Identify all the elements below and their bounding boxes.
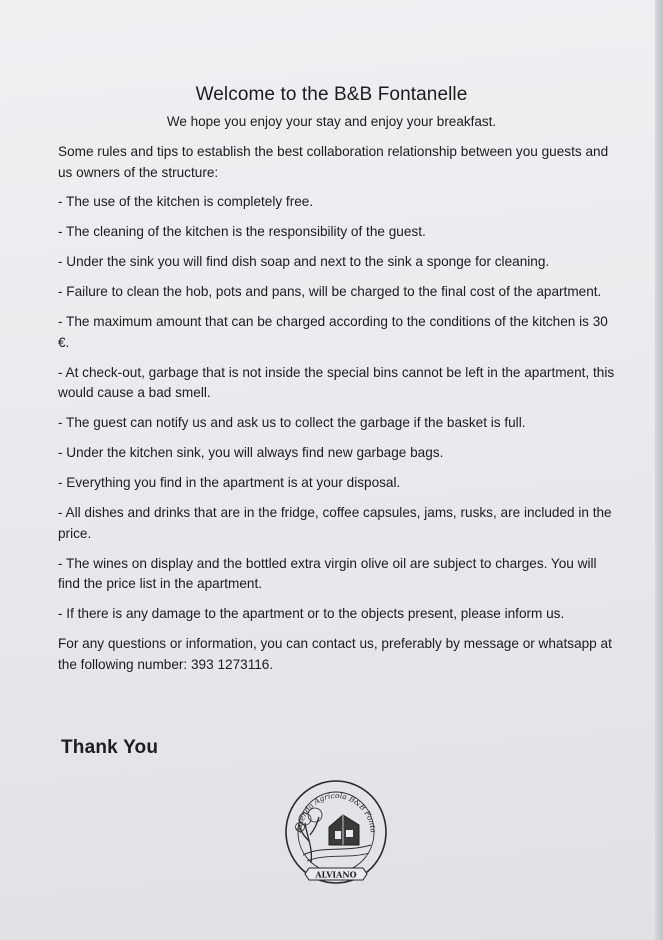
rule-item: - All dishes and drinks that are in the fridge, coffee capsules, jams, rusks, are included in the price. <box>58 505 612 541</box>
rule-item: - The guest can notify us and ask us to collect the garbage if the basket is full. <box>58 415 526 430</box>
closing-text: Thank You <box>61 737 159 758</box>
rule-item: - The cleaning of the kitchen is the responsibility of the guest. <box>58 224 426 239</box>
rule-item: - Everything you find in the apartment is at your disposal. <box>58 475 401 490</box>
paper-edge <box>655 0 663 940</box>
rule-item: - If there is any damage to the apartment or to the objects present, please inform us. <box>58 606 565 621</box>
rule-item: - Under the sink you will find dish soap and next to the sink a sponge for cleaning. <box>58 254 550 269</box>
farmhouse-stamp-icon <box>283 775 389 887</box>
rule-item: - Under the kitchen sink, you will always find new garbage bags. <box>58 445 444 460</box>
rule-item: - The wines on display and the bottled extra virgin olive oil are subject to charges. You will find the price list in the apartment. <box>58 555 597 591</box>
stamp-place-text: ALVIANO <box>315 869 357 880</box>
rule-item: - At check-out, garbage that is not inside the special bins cannot be left in the apartment, this would cause a bad smell. <box>58 364 615 400</box>
rule-item: - The maximum amount that can be charged according to the conditions of the kitchen is 30 €. <box>58 314 608 350</box>
rules-body <box>58 142 618 675</box>
page-subtitle: We hope you enjoy your stay and enjoy your breakfast. <box>166 114 497 129</box>
stamp-ring-text: Azienda Agricola B&B Fonta <box>294 790 378 834</box>
page-title: Welcome to the B&B Fontanelle <box>195 84 468 105</box>
rule-item: - The use of the kitchen is completely free. <box>58 194 314 209</box>
stamp-graphic <box>283 775 389 887</box>
rule-item: - Failure to clean the hob, pots and pans, will be charged to the final cost of the apartment. <box>58 284 602 299</box>
intro-paragraph: Some rules and tips to establish the best collaboration relationship between you guests and us owners of the structure: <box>58 144 609 180</box>
contact-paragraph: For any questions or information, you can contact us, preferably by message or whatsapp at the following number: 393 1273116. <box>58 636 612 672</box>
